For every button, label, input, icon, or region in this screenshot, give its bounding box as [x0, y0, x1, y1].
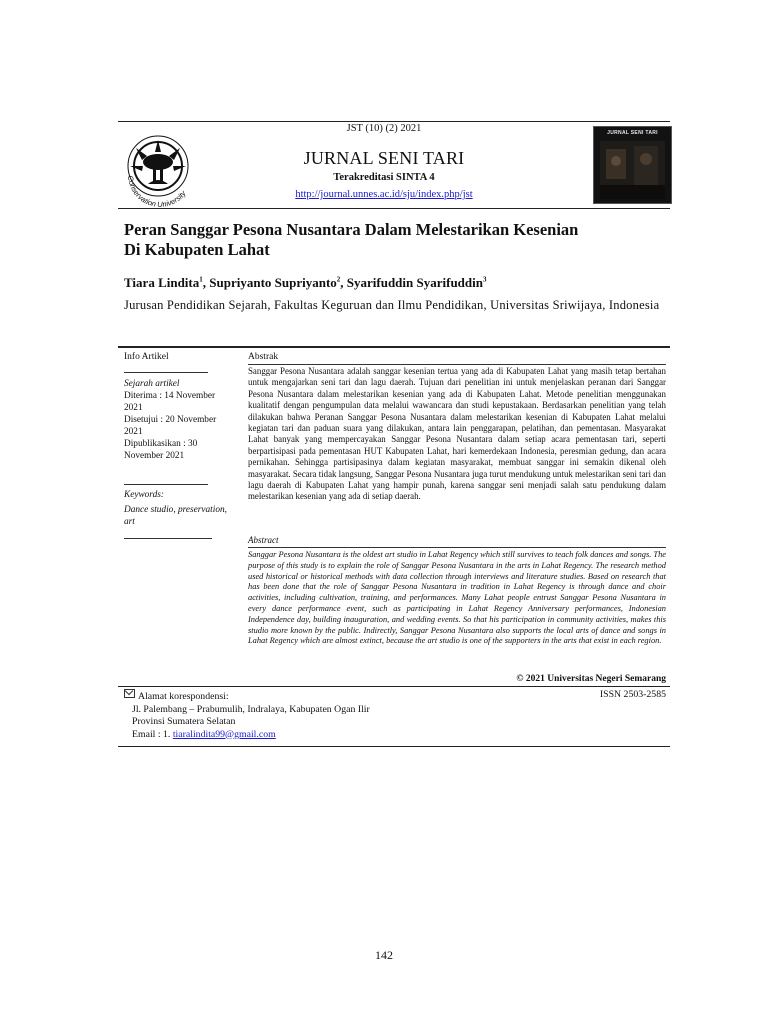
published-date: Dipublikasikan : 30 November 2021: [124, 439, 198, 461]
abstract-rule: [248, 547, 666, 548]
info-rule: [124, 484, 208, 485]
email-prefix: Email : 1.: [132, 728, 173, 740]
correspondence-bottom-rule: [118, 746, 670, 747]
abstrak-body: Sanggar Pesona Nusantara adalah sanggar kesenian tertua yang ada di Kabupaten Lahat yang masih tetap bertahan untuk mengajarkan seni tari dan lagu daerah. Tujuan dari penelitian ini untuk menjelaskan peranan dari Sanggar Pesona Nusantara dalam melestarikan kesenian yang ada di Kabupaten Lahat. Metode penelitian menggunakan kualitatif dengan pengumpulan data melalui wawancara dan studi kepustakaan. Berdasarkan penelitian yang telah dilakukan bahwa Peranan Sanggar Pesona Nusantara dalam melestarikan kesenian di Kabupaten Lahat melalui kegiatan tari dan paduan suara yang dilakukan, antara lain penggarapan, pelatihan, dan pementasan. Masyarakat Lahat banyak yang mempercayakan Sanggar Pesona Nusantara dalam setiap acara pementasan tari, seperti berpartisipasi pada pementasan HUT Kabupaten Lahat, hari kemerdekaan Indonesia, peresmian gedung, dan acara pernikahan. Sehingga partisipasinya dalam kegiatan masyarakat, membuat sanggar ini semakin dikenal oleh masyarakat. Secara tidak langsung, Sanggar Pesona Nusantara juga turut mendukung untuk melestarikan seni tari dan lagu daerah di Kabupaten Lahat yang hampir punah, karena sanggar seni menjadi salah satu pendukung dalam melestarikan kesenian yang ada di setiap daerah.: [248, 366, 666, 502]
logo-text: Conservation University: [125, 175, 188, 208]
article-title-line2: Di Kabupaten Lahat: [124, 240, 270, 259]
header-bottom-rule: [118, 208, 670, 209]
info-rule: [124, 372, 208, 373]
abstrak-rule: [248, 364, 666, 365]
article-title: [124, 220, 664, 260]
author-name: Syarifuddin Syarifuddin: [346, 275, 483, 290]
accreditation: Terakreditasi SINTA 4: [333, 172, 435, 183]
keywords-block: [124, 489, 238, 528]
journal-name: JURNAL SENI TARI: [303, 148, 465, 168]
author-name: Supriyanto Supriyanto: [209, 275, 337, 290]
keywords-label: Keywords:: [124, 490, 164, 500]
page-number: 142: [375, 948, 393, 962]
abstract-body: Sanggar Pesona Nusantara is the oldest art studio in Lahat Regency which still survives to teach folk dances and songs. The purpose of this study is to explain the role of Sanggar Pesona Nusantara in the arts in Lahat Regency. The research method used historical or historical methods with data collection through interviews and literature studies. Based on research that has been done that the role of Sanggar Pesona Nusantara in tradition in Lahat Regency is through dance and choir activities, including cultivation, training, and performances. Many Lahat people entrust Sanggar Pesona Nusantara in every dance performance event, such as participating in Lahat Regency Anniversary performances, Indonesian Independence day, building inauguration, and wedding events. So that his participation in community activities, makes this studio more known by the public. Indirectly, Sanggar Pesona Nusantara also supports the local arts of dance and songs in Lahat Regency which are almost extinct, because the art studio is one of the supporters in the arts that exist in each region.: [248, 550, 666, 646]
article-history: [124, 378, 236, 462]
affiliation: Jurusan Pendidikan Sejarah, Fakultas Keguruan dan Ilmu Pendidikan, Universitas Sriwijaya, Indonesia: [124, 298, 660, 312]
envelope-icon: [124, 689, 135, 698]
email-link[interactable]: tiaralindita99@gmail.com: [172, 728, 276, 740]
author-sup: 3: [482, 275, 487, 284]
author-sup: 2: [336, 275, 341, 284]
header-top-rule: [118, 121, 670, 122]
correspondence-block: [124, 689, 370, 741]
issn: ISSN 2503-2585: [599, 689, 666, 700]
author-list: Tiara Lindita$^1$, Supriyanto Supriyanto$^2$, Syarifuddin Syarifuddin$^3$: [124, 275, 487, 290]
volume-line: JST (10) (2) 2021: [346, 123, 422, 134]
history-label: Sejarah artikel: [124, 379, 180, 389]
address-line2: Provinsi Sumatera Selatan: [132, 716, 236, 727]
abstrak-heading: Abstrak: [248, 352, 279, 362]
article-title-line1: Peran Sanggar Pesona Nusantara Dalam Melestarikan Kesenian: [124, 220, 579, 239]
cover-title: JURNAL SENI TARI: [607, 130, 658, 136]
accepted-date: Disetujui : 20 November 2021: [124, 415, 217, 437]
correspondence-label: Alamat korespondensi:: [138, 691, 229, 702]
received-date: Diterima : 14 November 2021: [124, 391, 216, 413]
info-rule: [124, 538, 212, 539]
copyright: © 2021 Universitas Negeri Semarang: [516, 674, 666, 684]
author-name: Tiara Lindita: [124, 275, 200, 290]
correspondence-top-rule: [118, 686, 670, 687]
info-heading: Info Artikel: [124, 352, 169, 362]
address-line1: Jl. Palembang – Prabumulih, Indralaya, Kabupaten Ogan Ilir: [132, 703, 370, 715]
abstract-heading: Abstract: [248, 535, 279, 545]
email-line: [124, 729, 370, 742]
keywords-value: Dance studio, preservation, art: [124, 505, 227, 527]
journal-url-link[interactable]: http://journal.unnes.ac.id/sju/index.php/jst: [295, 189, 473, 200]
author-sup: 1: [199, 275, 203, 284]
